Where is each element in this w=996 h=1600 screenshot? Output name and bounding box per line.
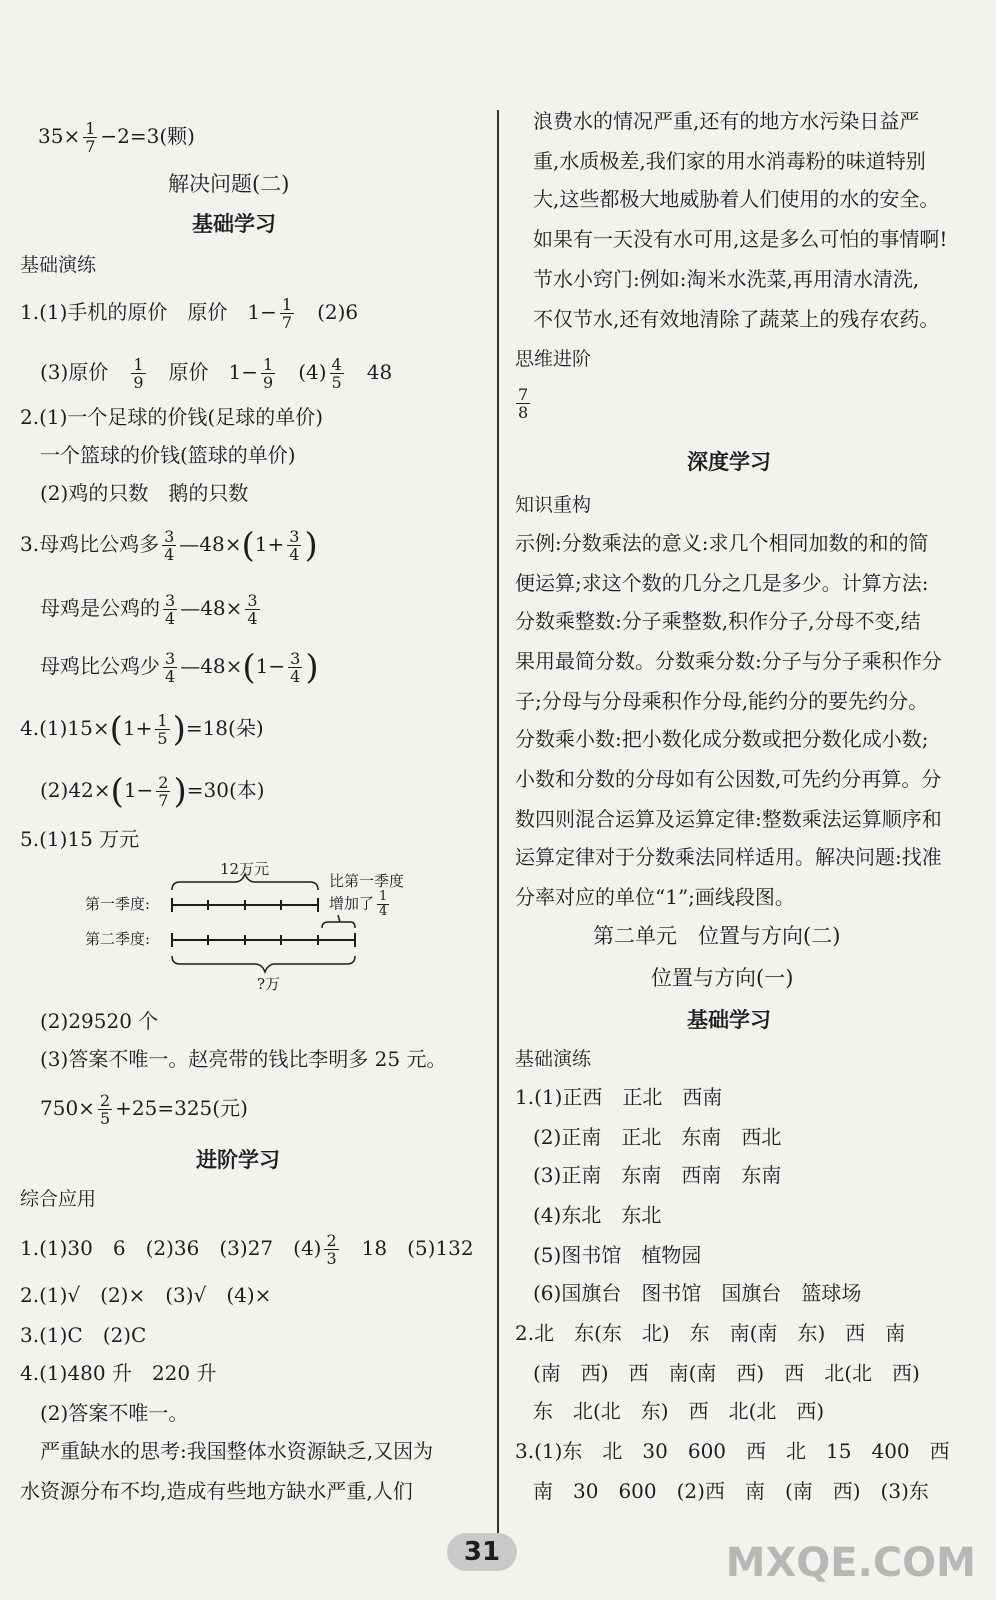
fraction (287, 528, 301, 563)
numerator: 7 (518, 385, 529, 404)
q2b-line: 一个篮球的价钱(篮球的单价) (40, 443, 296, 467)
text: −2=3(颗) (100, 124, 195, 148)
numerator: 3 (165, 649, 176, 668)
denominator: 9 (263, 373, 274, 392)
diagram-bottom-label: ?万 (257, 975, 281, 993)
fraction (131, 356, 145, 391)
numerator: 3 (247, 591, 258, 610)
numerator: 4 (331, 355, 342, 374)
subsection-label: 思维进阶 (515, 348, 592, 370)
subsection-label: 知识重构 (515, 494, 592, 516)
section-title: 位置与方向(一) (651, 966, 794, 990)
r16-line: 运算定律对于分数乘法同样适用。解决问题:找准 (515, 845, 942, 869)
text: =18(朵) (185, 716, 264, 740)
p1-line: 1.(1)正西 正北 西南 (515, 1085, 723, 1109)
numerator: 2 (99, 1091, 111, 1110)
r12-line: 子;分母与分母乘积作分母,能约分的要先约分。 (515, 689, 929, 713)
numerator: 1 (263, 355, 274, 374)
r06-line: 不仅节水,还有效地清除了蔬菜上的残存农药。 (533, 307, 940, 331)
fraction (155, 712, 169, 747)
c1-line (20, 1232, 474, 1267)
text: (2)6 (317, 300, 359, 324)
text: (3)原价 (40, 360, 109, 384)
text: 1.(1)30 6 (2)36 (3)27 (4) (20, 1236, 322, 1260)
q3c-line (40, 647, 319, 688)
text: 750× (40, 1096, 95, 1120)
r11-line: 果用最简分数。分数乘分数:分子与分子乘积作分 (515, 649, 942, 673)
page-number: 31 (447, 1533, 517, 1571)
p4-line: (4)东北 东北 (533, 1203, 662, 1227)
c3-line: 3.(1)C (2)C (20, 1323, 147, 1347)
p6-line: (6)国旗台 图书馆 国旗台 篮球场 (533, 1281, 862, 1305)
text: —48× (180, 654, 243, 678)
r14-line: 小数和分数的分母如有公因数,可先约分再算。分 (515, 767, 942, 791)
paren-right: ) (305, 647, 319, 688)
denominator: 7 (85, 137, 96, 156)
denominator: 4 (165, 609, 176, 628)
subsection-label: 基础演练 (515, 1048, 592, 1070)
p2-line: (2)正南 正北 东南 西北 (533, 1125, 782, 1149)
p11-line: 南 30 600 (2)西 南 (南 西) (3)东 (533, 1479, 929, 1503)
text: —48× (180, 596, 243, 620)
paren-left: ( (109, 709, 123, 750)
text: +25=325(元) (115, 1096, 248, 1120)
paren-right: ) (172, 709, 186, 750)
diagram-note-2 (329, 890, 392, 919)
text: (4) (298, 360, 327, 384)
r04-line: 如果有一天没有水可用,这是多么可怕的事情啊! (533, 227, 948, 251)
line-l01 (38, 120, 195, 155)
r08-line: 示例:分数乘法的意义:求几个相同加数的和的简 (515, 531, 929, 555)
p7-line: 2.北 东(东 北) 东 南(南 东) 西 南 (515, 1321, 906, 1345)
text: 1− (123, 778, 154, 802)
bottom-brace (172, 956, 355, 972)
text: (2)42× (40, 778, 111, 802)
unit-title: 第二单元 位置与方向(二) (593, 924, 841, 948)
c4a-line: 4.(1)480 升 220 升 (20, 1361, 217, 1385)
denominator: 5 (99, 1109, 111, 1128)
denominator: 9 (133, 373, 144, 392)
denominator: 7 (158, 791, 169, 810)
text: 增加了 (329, 894, 375, 913)
p10-line: 3.(1)东 北 30 600 西 北 15 400 西 (515, 1439, 950, 1463)
numerator: 1 (157, 711, 168, 730)
diagram-row2-label: 第二季度: (85, 930, 151, 948)
q3a-line (20, 525, 318, 566)
q2c-line: (2)鸡的只数 鹅的只数 (40, 481, 249, 505)
r02-line: 重,水质极差,我们家的用水消毒粉的味道特别 (533, 149, 926, 173)
denominator: 8 (518, 403, 529, 422)
numerator: 2 (326, 1231, 337, 1250)
fraction (516, 386, 530, 421)
p9-line: 东 北(北 东) 西 北(北 西) (533, 1399, 825, 1423)
r13-line: 分数乘小数:把小数化成分数或把分数化成小数; (515, 727, 929, 751)
section-title: 解决问题(二) (168, 172, 290, 196)
q1a-line (20, 296, 358, 331)
text: 母鸡比公鸡少 (40, 654, 160, 678)
section-heading: 进阶学习 (196, 1148, 280, 1172)
q3b-line (40, 592, 263, 627)
q5c-line: (3)答案不唯一。赵亮带的钱比李明多 25 元。 (40, 1047, 447, 1071)
section-heading: 基础学习 (687, 1008, 771, 1032)
fraction (280, 296, 294, 331)
diagram-row1-label: 第一季度: (85, 895, 151, 913)
denominator: 4 (165, 667, 176, 686)
numerator: 1 (379, 889, 388, 904)
numerator: 1 (133, 355, 144, 374)
fraction (98, 1092, 112, 1127)
r09-line: 便运算;求这个数的几分之几是多少。计算方法: (515, 571, 929, 595)
text: =30(本) (186, 778, 265, 802)
diagram-note-1: 比第一季度 (329, 872, 405, 890)
text: 4.(1)15× (20, 716, 110, 740)
numerator: 3 (289, 527, 300, 546)
numerator: 1 (281, 295, 293, 314)
diagram-top-label: 12万元 (220, 860, 270, 878)
p8-line: (南 西) 西 南(南 西) 西 北(北 西) (533, 1361, 920, 1385)
denominator: 3 (326, 1249, 337, 1268)
fraction (377, 890, 389, 919)
r10-line: 分数乘整数:分子乘整数,积作分子,分母不变,结 (515, 609, 921, 633)
q4b-line (40, 771, 265, 812)
c4b-line: (2)答案不唯一。 (40, 1401, 189, 1425)
fraction (330, 356, 344, 391)
column-divider (497, 110, 499, 1545)
fraction (163, 650, 177, 685)
r03-line: 大,这些都极大地威胁着人们使用的水的安全。 (533, 187, 940, 211)
text: 48 (366, 360, 393, 384)
section-heading: 深度学习 (687, 450, 771, 474)
q4a-line (20, 709, 264, 750)
denominator: 4 (247, 609, 258, 628)
r01-line: 浪费水的情况严重,还有的地方水污染日益严 (533, 109, 920, 133)
denominator: 4 (379, 904, 388, 919)
paren-left: ( (242, 647, 256, 688)
q5d-line (40, 1092, 248, 1127)
c4c-line: 严重缺水的思考:我国整体水资源缺乏,又因为 (40, 1439, 434, 1463)
fraction (288, 650, 302, 685)
q2a-line: 2.(1)一个足球的价钱(足球的单价) (20, 405, 324, 429)
r15-line: 数四则混合运算及运算定律:整数乘法运算顺序和 (515, 807, 942, 831)
segment-diagram (85, 860, 425, 1010)
p5-line: (5)图书馆 植物园 (533, 1243, 702, 1267)
fraction (163, 592, 177, 627)
r07-line (513, 386, 533, 421)
c4d-line: 水资源分布不均,造成有些地方缺水严重,人们 (20, 1479, 413, 1503)
numerator: 3 (165, 591, 176, 610)
text: 3.母鸡比公鸡多 (20, 532, 160, 556)
text: 母鸡是公鸡的 (40, 596, 160, 620)
subsection-label: 综合应用 (20, 1188, 97, 1210)
paren-left: ( (110, 771, 124, 812)
fraction (83, 120, 97, 155)
r05-line: 节水小窍门:例如:淘米水洗菜,再用清水清洗, (533, 267, 920, 291)
numerator: 1 (85, 119, 96, 138)
denominator: 4 (164, 545, 175, 564)
fraction (324, 1232, 338, 1267)
denominator: 7 (281, 313, 293, 332)
paren-right: ) (304, 525, 318, 566)
text: 1+ (254, 532, 285, 556)
fraction (245, 592, 259, 627)
denominator: 4 (290, 667, 301, 686)
q5a-line: 5.(1)15 万元 (20, 827, 140, 851)
text: 1+ (122, 716, 153, 740)
text: 35× (38, 124, 81, 148)
text: 原价 1− (168, 360, 259, 384)
numerator: 2 (158, 773, 169, 792)
denominator: 5 (157, 729, 168, 748)
c2-line: 2.(1)√ (2)× (3)√ (4)× (20, 1283, 272, 1307)
q5b-line: (2)29520 个 (40, 1009, 159, 1033)
watermark: MXQE.COM (725, 1540, 976, 1586)
fraction (162, 528, 176, 563)
numerator: 3 (290, 649, 301, 668)
text: 1− (255, 654, 286, 678)
denominator: 4 (289, 545, 300, 564)
denominator: 5 (331, 373, 342, 392)
fraction (261, 356, 275, 391)
text: —48× (179, 532, 242, 556)
section-heading: 基础学习 (192, 212, 276, 236)
fraction (156, 774, 170, 809)
subsection-label: 基础演练 (20, 254, 97, 276)
q1b-line (40, 356, 392, 391)
text: 18 (5)132 (361, 1236, 474, 1260)
r17-line: 分率对应的单位“1”;画线段图。 (515, 885, 795, 909)
text: 1.(1)手机的原价 原价 1− (20, 300, 277, 324)
numerator: 3 (164, 527, 175, 546)
paren-left: ( (241, 525, 255, 566)
p3-line: (3)正南 东南 西南 东南 (533, 1163, 782, 1187)
paren-right: ) (173, 771, 187, 812)
